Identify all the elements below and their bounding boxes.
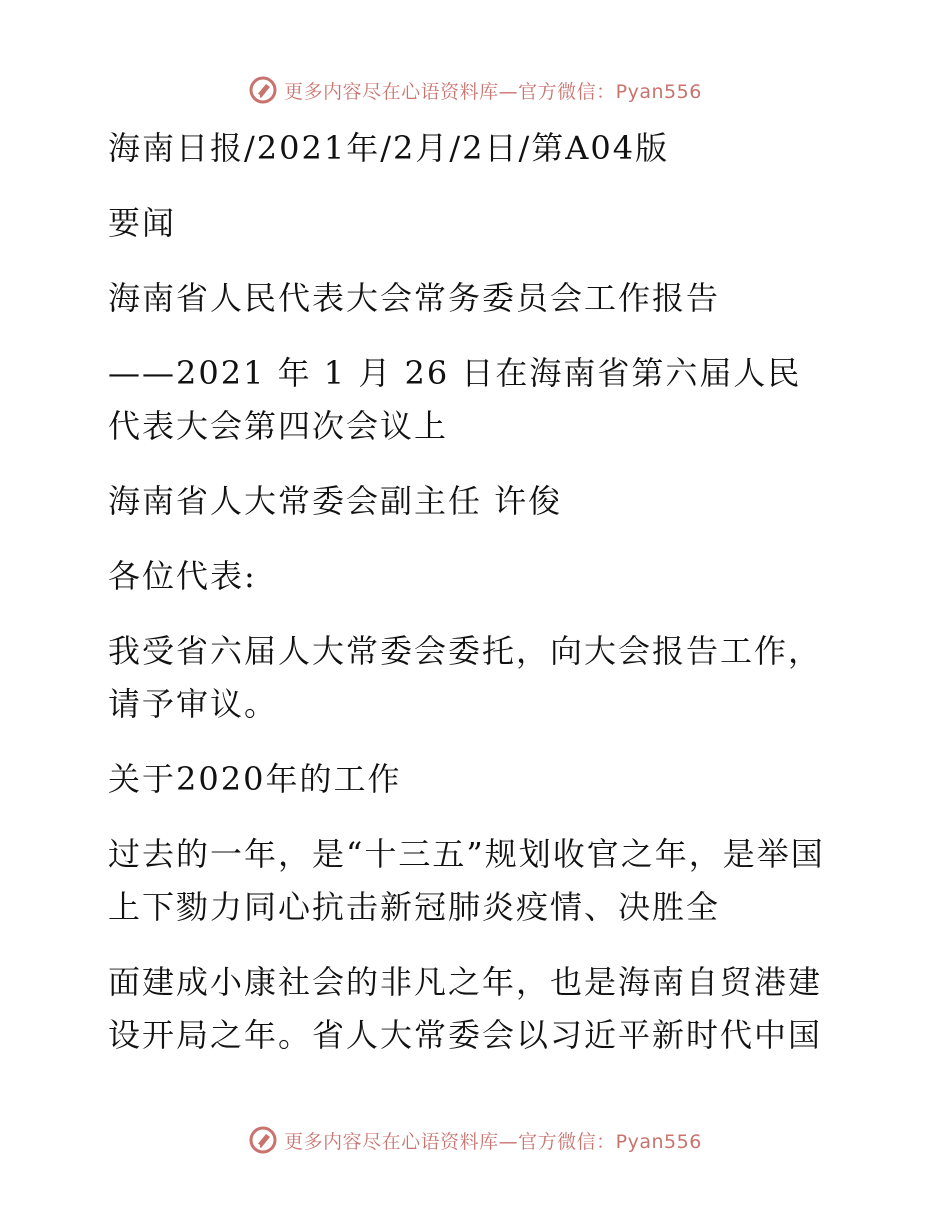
- section-heading-2020: 关于2020年的工作: [108, 760, 402, 798]
- section-label: 要闻: [108, 204, 177, 242]
- speaker-line: 海南省人大常委会副主任 许俊: [108, 482, 563, 520]
- body-paragraph-1: 过去的一年，是“十三五”规划收官之年，是举国上下勠力同心抗击新冠肺炎疫情、决胜全: [108, 835, 825, 926]
- pen-seal-icon: [248, 1125, 278, 1155]
- watermark-footer: [0, 1120, 950, 1160]
- watermark-header: [0, 70, 950, 110]
- intro-paragraph: 我受省六届人大常委会委托，向大会报告工作，请予审议。: [108, 632, 823, 723]
- pen-seal-icon: [248, 75, 278, 105]
- report-subtitle: ——2021 年 1 月 26 日在海南省第六届人民代表大会第四次会议上: [108, 354, 802, 445]
- watermark-text: 更多内容尽在心语资料库—官方微信：Pyan556: [284, 1130, 702, 1153]
- body-paragraph-2: 面建成小康社会的非凡之年，也是海南自贸港建设开局之年。省人大常委会以习近平新时代中国: [108, 963, 823, 1054]
- article-body: [96, 122, 832, 1084]
- salutation: 各位代表:: [108, 557, 257, 595]
- source-line: 海南日报/2021年/2月/2日/第A04版: [108, 129, 670, 167]
- report-title: 海南省人民代表大会常务委员会工作报告: [108, 279, 721, 317]
- watermark-text: 更多内容尽在心语资料库—官方微信：Pyan556: [284, 80, 702, 103]
